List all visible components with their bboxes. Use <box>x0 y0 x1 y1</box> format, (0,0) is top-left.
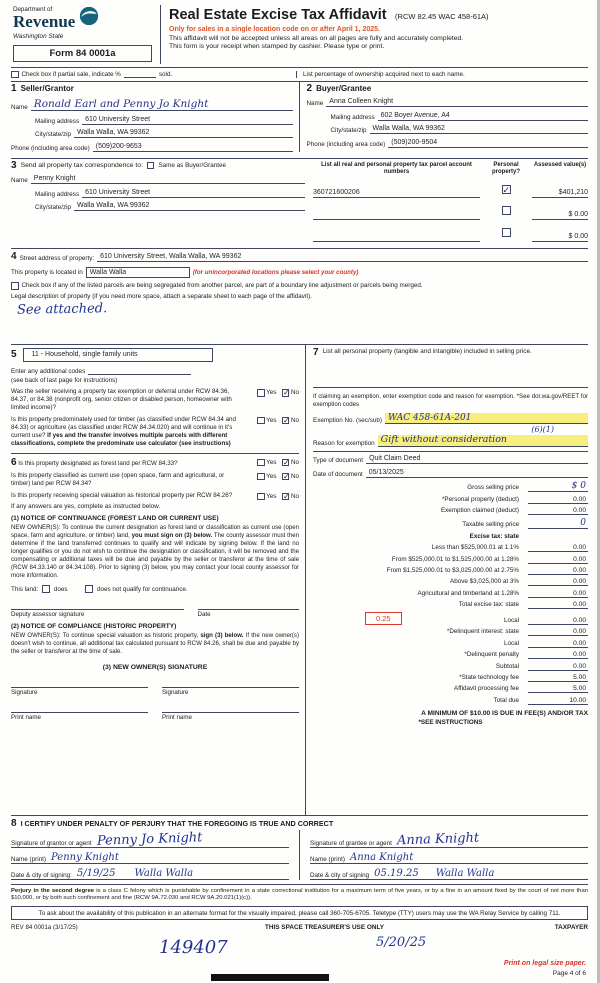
ownership-percentage-note: List percentage of ownership acquired next to each name. <box>303 70 465 78</box>
correspondence-heading: Send all property tax correspondence to: <box>20 162 143 170</box>
page-number: Page 4 of 6 <box>552 970 586 977</box>
buyer-city-value[interactable]: Walla Walla, WA 99362 <box>370 125 588 134</box>
personal-property-deduct-value[interactable]: 0.00 <box>528 496 588 504</box>
tier3-value[interactable]: 0.00 <box>528 567 588 575</box>
correspondence-section <box>11 159 588 249</box>
yes-label: Yes <box>266 472 277 480</box>
grantee-signature-block <box>299 830 588 880</box>
form-number: Form 84 0001a <box>13 45 152 62</box>
reason-for-exemption-label: Reason for exemption <box>313 440 375 448</box>
current-use-question: Is this property classified as current use (open space, farm and agricultural, or timber) land per RCW 84.34? <box>11 471 225 487</box>
grantee-print-name[interactable]: Anna Knight <box>350 851 414 863</box>
legal-description-value[interactable]: See attached. <box>16 300 108 318</box>
correspondence-mailing-label: Mailing address <box>35 190 80 198</box>
taxable-selling-price-value[interactable]: 0 <box>528 518 588 529</box>
treasurer-stamp-date: 5/20/25 <box>376 935 427 950</box>
certification-statement: I CERTIFY UNDER PENALTY OF PERJURY THAT THE FOREGOING IS TRUE AND CORRECT <box>20 818 334 828</box>
tax-line-label: Affidavit processing fee <box>454 685 519 693</box>
seller-name-value[interactable]: Ronald Earl and Penny Jo Knight <box>31 98 293 111</box>
tax-line-label: From $525,000.01 to $1,525,000.00 at 1.28% <box>391 555 519 563</box>
no-label: No <box>290 458 299 466</box>
date-of-document-value[interactable]: 05/13/2025 <box>366 469 588 478</box>
seller-phone-value[interactable]: (509)200-9653 <box>93 143 293 152</box>
historic-property-question: Is this property receiving special valuation as historical property per RCW 84.26? <box>11 491 233 499</box>
current-use-no-checkbox[interactable]: ✓ <box>282 471 290 481</box>
tax-line-label: *Personal property (deduct) <box>441 495 519 503</box>
reason-for-exemption-value[interactable]: Gift without consideration <box>378 435 588 447</box>
exemption-number-value[interactable]: WAC 458-61A-201 <box>385 413 588 424</box>
continuance-heading: (1) NOTICE OF CONTINUANCE (FOREST LAND OR CURRENT USE) <box>11 515 219 523</box>
personal-property-list-field[interactable] <box>313 358 588 388</box>
grantee-signature[interactable]: Anna Knight <box>396 830 480 849</box>
historic-no-checkbox[interactable]: ✓ <box>282 491 290 501</box>
additional-codes-label: Enter any additional codes <box>11 368 86 376</box>
tax-line-label: *Delinquent penalty <box>464 651 519 659</box>
tax-line-label: Total excise tax: state <box>458 601 519 609</box>
unincorporated-note: (for unincorporated locations please select your county) <box>192 268 359 276</box>
buyer-city-label: City/state/zip <box>330 127 367 135</box>
section-5-number: 5 <box>11 348 17 360</box>
taxpayer-label: TAXPAYER <box>554 924 588 931</box>
street-address-label: Street address of property: <box>19 255 95 263</box>
street-address-value[interactable]: 610 University Street, Walla Walla, WA 99362 <box>97 253 588 262</box>
property-address-section <box>11 249 588 345</box>
section-1-number: 1 <box>11 82 17 94</box>
subtotal-value[interactable]: 0.00 <box>528 663 588 671</box>
section-2-number: 2 <box>306 82 313 94</box>
section-4-number: 4 <box>11 251 17 263</box>
delinquent-penalty-value[interactable]: 0.00 <box>528 651 588 659</box>
tax-line-label: From $1,525,000.01 to $3,025,000.00 at 2.75% <box>386 566 519 574</box>
assessed-value-header: Assessed value(s) <box>533 161 587 168</box>
total-excise-state-value[interactable]: 0.00 <box>528 601 588 609</box>
additional-codes-field[interactable] <box>88 366 191 375</box>
agency-subtitle: Washington State <box>13 33 64 40</box>
exemption-deferral-question: Was the seller receiving a property tax exemption or deferral under RCW 84.36, 84.37, or 84.38 (nonprofit org, senior citizen or disabled person, homeowner with limited income)? <box>11 388 232 411</box>
delinquent-interest-state-value[interactable]: 0.00 <box>528 628 588 636</box>
personal-property-intro: List all personal property (tangible and intangible) included in selling price. <box>322 347 532 355</box>
buyer-name-value[interactable]: Anna Colleen Knight <box>326 98 588 107</box>
yes-label: Yes <box>266 492 277 500</box>
parcel-row <box>313 202 588 220</box>
perjury-bold-text: Perjury in the second degree <box>11 887 95 894</box>
seller-heading: Seller/Grantor <box>20 83 74 93</box>
buyer-name-label: Name <box>306 100 324 108</box>
legal-size-paper-note: Print on legal size paper. <box>503 960 586 967</box>
gross-selling-price-value[interactable]: $ 0 <box>528 481 588 492</box>
single-location-notice: Only for sales in a single location code on or after April 1, 2025. <box>169 26 380 33</box>
q2-no-checkbox[interactable]: ✓ <box>282 415 290 425</box>
main-columns <box>11 345 588 816</box>
treasurer-stamp-number: 149407 <box>159 937 228 958</box>
parcel-row <box>313 180 588 198</box>
assessed-value[interactable]: $ 0.00 <box>532 233 588 243</box>
no-label: No <box>290 416 299 424</box>
parties-section <box>11 82 588 159</box>
partial-sale-percent-field[interactable] <box>124 71 156 78</box>
correspondence-name-label: Name <box>11 177 28 185</box>
correspondence-mailing-value[interactable]: 610 University Street <box>82 189 305 198</box>
grantee-city[interactable]: Walla Walla <box>435 867 495 879</box>
does-label: does <box>53 585 68 593</box>
yes-label: Yes <box>266 416 277 424</box>
section-7-number: 7 <box>313 346 319 358</box>
located-in-label: This property is located in <box>11 268 83 276</box>
buyer-section <box>299 82 589 152</box>
agency-block <box>11 5 161 64</box>
grantee-signature-label: Signature of grantee or agent <box>310 839 392 847</box>
correspondence-name-value[interactable]: Penny Knight <box>31 175 305 184</box>
does-checkbox[interactable] <box>42 585 50 593</box>
continuance-text-1: NEW OWNER(S): To continue the current designation as forest land or classification as current use (open space, farm and agriculture, or timber) land, <box>11 524 299 539</box>
accessibility-notice: To ask about the availability of this publication in an alternate format for the visually impaired, please call 360-705-6705. Teletype (TTY) users may use the WA Relay Service by calling 711. <box>11 906 588 920</box>
correspondence-city-value[interactable]: Walla Walla, WA 99362 <box>74 202 305 211</box>
excise-tax-state-header: Excise tax: state <box>469 532 519 540</box>
deputy-date-line[interactable] <box>198 609 299 618</box>
parcel-number-header: List all real and personal property tax parcel account numbers <box>321 161 472 175</box>
local-tax-value[interactable]: 0.00 <box>528 617 588 625</box>
new-owner-signature-heading: (3) NEW OWNER(S) SIGNATURE <box>102 663 208 671</box>
agricultural-value[interactable]: 0.00 <box>528 590 588 598</box>
affidavit-processing-fee-value[interactable]: 5.00 <box>528 685 588 693</box>
exemption-claimed-value[interactable]: 0.00 <box>528 507 588 515</box>
timber-agriculture-question <box>11 416 239 448</box>
sold-label: sold. <box>158 70 173 78</box>
exemption-number-subsection: (6)(1) <box>531 425 554 435</box>
use-code-section <box>11 348 299 448</box>
does-not-checkbox[interactable] <box>85 585 93 593</box>
tax-line-label: Total due <box>493 696 519 704</box>
compliance-text-bold: sign (3) below. <box>200 631 244 639</box>
tier4-value[interactable]: 0.00 <box>528 578 588 586</box>
seller-name-label: Name <box>11 104 28 112</box>
buyer-phone-label: Phone (including area code) <box>306 140 386 148</box>
personal-property-header: Personal property? <box>491 161 520 175</box>
if-yes-note: If any answers are yes, complete as instructed below. <box>11 503 161 511</box>
type-of-document-label: Type of document <box>313 457 364 465</box>
new-owner-printname-line-2[interactable] <box>162 712 299 721</box>
treasurer-use-label: THIS SPACE TREASURER'S USE ONLY <box>264 924 385 931</box>
new-owner-signature-line-1[interactable] <box>11 687 148 696</box>
tier2-value[interactable]: 0.00 <box>528 556 588 564</box>
type-of-document-value[interactable]: Quit Claim Deed <box>366 455 588 464</box>
assessed-value[interactable]: $401,210 <box>532 189 588 199</box>
correspondence-fields <box>11 161 313 242</box>
partial-sale-checkbox[interactable] <box>11 71 19 79</box>
grantee-print-name-label: Name (print) <box>310 855 345 863</box>
compliance-text-1: NEW OWNER(S): To continue special valuation as historic property, <box>11 631 201 639</box>
parcel-number-value[interactable] <box>313 233 480 243</box>
location-code-field[interactable]: Walla Walla <box>86 267 190 278</box>
yes-label: Yes <box>266 389 277 397</box>
grantor-print-name-label: Name (print) <box>11 855 46 863</box>
historic-yes-checkbox[interactable] <box>257 493 265 501</box>
grantor-signature-block <box>11 830 299 880</box>
compliance-text-2: If the new owner(s) doesn't wish to continue, all additional tax calculated pursuant to RCW 84.26, shall be due and payable by the seller or transferor at the time of sale. <box>11 631 300 655</box>
seller-phone-label: Phone (including area code) <box>11 144 90 152</box>
land-qualify-row <box>11 585 299 593</box>
grantor-signature-label: Signature of grantor or agent <box>11 839 92 847</box>
assessed-value[interactable]: $ 0.00 <box>532 211 588 221</box>
exemption-block <box>313 391 588 448</box>
seller-mailing-value[interactable]: 610 University Street <box>82 116 292 125</box>
form-title: Real Estate Excise Tax Affidavit <box>169 7 387 23</box>
personal-property-checkbox[interactable] <box>502 206 511 215</box>
timber-question-bold-text: If yes and the transfer involves multiple parcels with different classifications, complete the predominate use calculator (see instructions) <box>11 431 231 447</box>
tax-line-label: Local <box>503 617 519 625</box>
tax-line-label: Gross selling price <box>467 484 519 492</box>
segregated-label: Check box if any of the listed parcels are being segregated from another parcel, are part of a boundary line adjustment or parcels being merged. <box>21 282 423 290</box>
tier1-value[interactable]: 0.00 <box>528 544 588 552</box>
delinquent-interest-local-value[interactable]: 0.00 <box>528 640 588 648</box>
this-land-label: This land: <box>11 585 39 593</box>
same-as-buyer-label: Same as Buyer/Grantee <box>158 162 227 170</box>
treasurer-stamp-area <box>11 931 588 981</box>
parcel-row <box>313 224 588 242</box>
seller-section <box>11 82 299 152</box>
tax-line-label: *Delinquent interest: state <box>446 628 519 636</box>
grantee-date-city-label: Date & city of signing <box>310 871 370 879</box>
section-3-number: 3 <box>11 159 17 171</box>
perjury-text: is a class C felony which is punishable by confinement in a state correctional institution for a maximum term of five years, or by a fine in an amount fixed by the court of not more than $10,000, or by both such confinement and fine (RCW 9A.72.030 and RCW 9A.20.021(1)(c)). <box>11 887 588 902</box>
does-not-label: does not qualify for continuance. <box>96 585 188 593</box>
tax-line-label: *State technology fee <box>459 674 519 681</box>
exemption-intro: If claiming an exemption, enter exemption code and reason for exemption. *See dor.wa.gov/REET for exemption codes <box>313 392 588 408</box>
title-block <box>169 5 588 64</box>
legal-description-blank-space[interactable] <box>11 318 588 342</box>
segregated-checkbox[interactable] <box>11 282 19 290</box>
grantor-print-name[interactable]: Penny Knight <box>51 851 119 863</box>
print-name-label: Print name <box>11 713 41 721</box>
q2-yes-checkbox[interactable] <box>257 417 265 425</box>
tax-line-label: Less than $525,000.01 at 1.1% <box>431 544 519 552</box>
continuance-paragraph <box>11 524 299 579</box>
forest-land-question <box>11 458 239 468</box>
signature-label: Signature <box>11 688 38 696</box>
dor-logo-icon <box>79 6 99 26</box>
signature-label: Signature <box>162 688 189 696</box>
compliance-heading: (2) NOTICE OF COMPLIANCE (HISTORIC PROPERTY) <box>11 622 177 630</box>
left-column <box>11 345 305 815</box>
section-6-number: 6 <box>11 456 17 468</box>
forest-land-question-text: Is this property designated as forest land per RCW 84.33? <box>18 459 178 467</box>
forest-yes-checkbox[interactable] <box>257 459 265 467</box>
tax-line-label: Taxable selling price <box>462 521 519 529</box>
timber-question-text: Is this property predominately used for timber (as classified under RCW 84.34 and 84.33) or agriculture (as classified under RCW 84.34.020) and will continue in it's current use? <box>11 415 236 439</box>
tax-line-label: Above $3,025,000 at 3% <box>450 578 519 586</box>
personal-property-checkbox[interactable] <box>502 228 511 237</box>
state-technology-fee-value[interactable]: 5.00 <box>528 674 588 682</box>
continuance-text-2: The county assessor must then determine if the land transferred continues to qualify and will indicate by signing below. If the land no longer qualifies or you do not wish to continue the designation or classification, it will be removed and the compensating or additional taxes will be due and payable by the seller or transferor at the time of sale (RCW 84.33.140 or 84.34.108). Prior to signing (3) below, you may contact your local county assessor for more information. <box>11 531 299 579</box>
total-due-value[interactable]: 10.00 <box>528 697 588 705</box>
seller-city-label: City/state/zip <box>35 131 72 139</box>
certification-section <box>11 816 588 885</box>
new-owner-printname-line-1[interactable] <box>11 712 148 721</box>
parcel-number-value[interactable] <box>313 211 480 221</box>
parcel-table <box>313 161 588 242</box>
top-bar <box>11 68 588 82</box>
form-title-reference: (RCW 82.45 WAC 458-61A) <box>395 12 489 21</box>
rev-form-code: REV 84 0001a (3/17/25) <box>11 924 78 931</box>
current-use-yes-checkbox[interactable] <box>257 473 265 481</box>
no-label: No <box>290 472 299 480</box>
deputy-assessor-label: Deputy assessor signature <box>11 610 85 618</box>
minimum-due-notice: A MINIMUM OF $10.00 IS DUE IN FEE(S) AND/OR TAX <box>421 709 588 717</box>
form-header <box>11 5 588 68</box>
partial-sale-label: Check box if partial sale, indicate % <box>21 70 121 78</box>
no-label: No <box>290 389 299 397</box>
bottom-row <box>11 924 588 931</box>
additional-codes-note: (see back of last page for instructions) <box>11 377 118 385</box>
deputy-assessor-signature-line[interactable] <box>11 609 184 618</box>
grantee-date[interactable]: 05.19.25 <box>374 867 419 879</box>
exemption-number-label: Exemption No. (sec/sub) <box>313 417 382 425</box>
buyer-mailing-label: Mailing address <box>330 113 375 121</box>
same-as-buyer-checkbox[interactable] <box>147 162 155 170</box>
tax-line-label: Exemption claimed (deduct) <box>440 507 519 515</box>
q1-no-checkbox[interactable]: ✓ <box>282 388 290 398</box>
buyer-phone-value[interactable]: (509)200-9504 <box>388 139 588 148</box>
new-owner-signature-line-2[interactable] <box>162 687 299 696</box>
buyer-heading: Buyer/Grantee <box>316 83 372 93</box>
q1-yes-checkbox[interactable] <box>257 389 265 397</box>
seller-mailing-label: Mailing address <box>35 117 80 125</box>
yes-label: Yes <box>266 458 277 466</box>
continuance-text-bold: you must sign on (3) below. <box>131 531 213 539</box>
forest-no-checkbox[interactable]: ✓ <box>282 457 290 467</box>
grantor-date-city-label: Date & city of signing: <box>11 871 72 879</box>
deputy-date-label: Date <box>197 610 211 618</box>
seller-city-value[interactable]: Walla Walla, WA 99362 <box>74 129 292 138</box>
buyer-mailing-value[interactable]: 602 Boyer Avenue, A4 <box>378 112 588 121</box>
print-name-label: Print name <box>162 713 192 721</box>
right-column <box>305 345 588 815</box>
tax-line-label: Subtotal <box>495 662 519 670</box>
parcel-number-value[interactable]: 360721600206 <box>313 189 480 199</box>
compliance-paragraph <box>11 632 299 656</box>
spacer-cell <box>528 533 588 541</box>
scan-artifact-bar <box>211 974 329 981</box>
forest-land-section <box>11 453 299 721</box>
agency-name: Revenue <box>13 12 76 31</box>
legal-description-label: Legal description of property (if you need more space, attach a separate sheet to each page of the affidavit). <box>11 292 312 300</box>
tax-line-label: Agricultural and timberland at 1.28% <box>417 589 519 597</box>
divider-line <box>313 451 588 452</box>
local-rate-box: 0.25 <box>365 612 402 625</box>
personal-property-checkbox[interactable]: ✓ <box>502 185 511 196</box>
grantor-signature[interactable]: Penny Jo Knight <box>96 829 203 849</box>
completion-notice: This affidavit will not be accepted unless all areas on all pages are fully and accurately completed. <box>169 34 464 42</box>
date-of-document-label: Date of document <box>313 470 363 478</box>
tax-computation <box>313 478 588 705</box>
dept-of-label: Department of <box>13 6 53 13</box>
grantor-city[interactable]: Walla Walla <box>134 867 194 879</box>
perjury-notice <box>11 888 588 903</box>
grantor-date[interactable]: 5/19/25 <box>76 867 116 879</box>
receipt-notice: This form is your receipt when stamped by cashier. Please type or print. <box>169 43 385 50</box>
land-use-code-field[interactable]: 11 - Household, single family units <box>23 348 213 362</box>
no-label: No <box>290 492 299 500</box>
tax-line-label: Local <box>503 639 519 647</box>
correspondence-city-label: City/state/zip <box>35 204 72 212</box>
section-8-number: 8 <box>11 817 17 829</box>
see-instructions-note: *SEE INSTRUCTIONS <box>418 718 483 726</box>
